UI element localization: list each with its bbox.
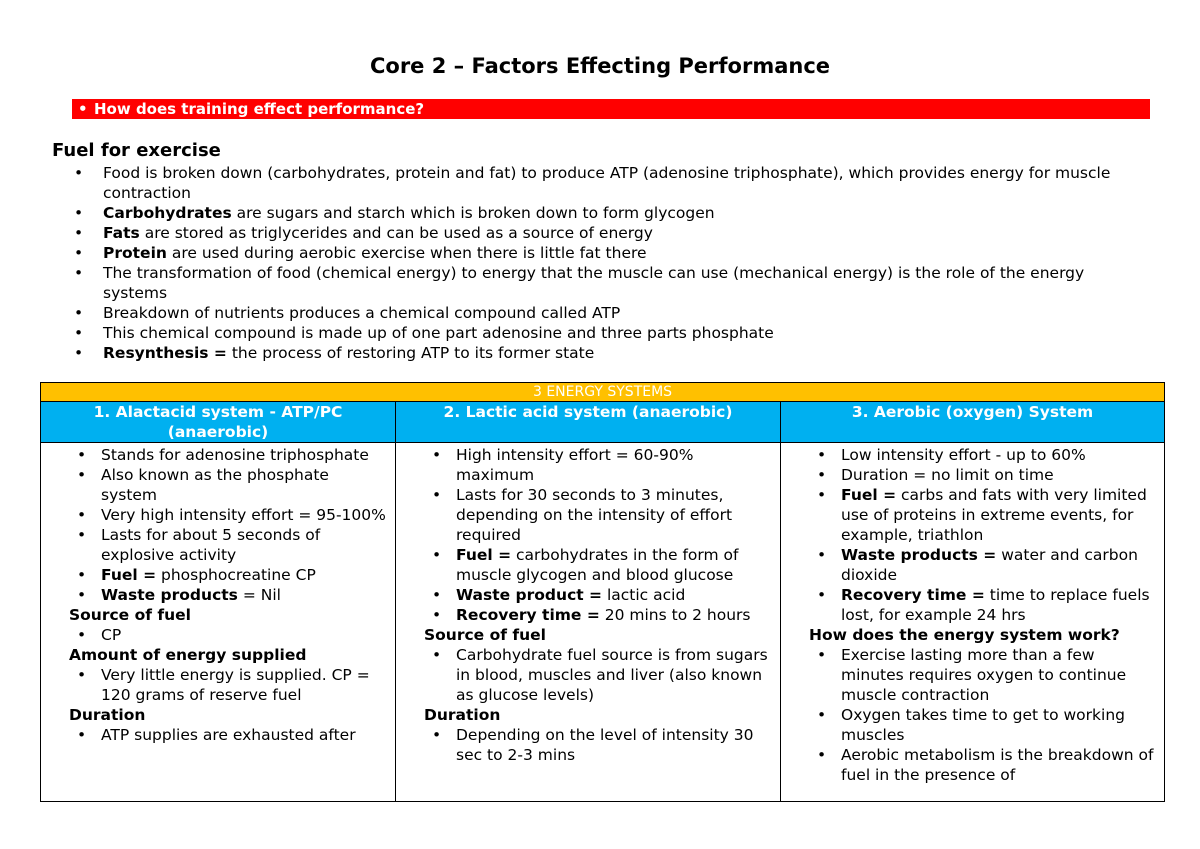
item-text: water and carbon dioxide <box>841 546 1138 584</box>
item-text: Depending on the level of intensity 30 sec to 2-3 mins <box>456 726 754 764</box>
list-item <box>809 645 1158 705</box>
item-text: the process of restoring ATP to its former state <box>226 344 595 362</box>
item-text: Very little energy is supplied. CP = 120 grams of reserve fuel <box>101 666 370 704</box>
list-item <box>809 485 1158 545</box>
list-item <box>70 343 1140 363</box>
item-text: Also known as the phosphate system <box>101 466 329 504</box>
item-text: are stored as triglycerides and can be used as a source of energy <box>139 224 653 242</box>
list-item <box>70 223 1140 243</box>
item-text: High intensity effort = 60-90% maximum <box>456 446 694 484</box>
list-item <box>69 725 389 745</box>
cell-bullet-list <box>69 445 389 605</box>
item-text: Stands for adenosine triphosphate <box>101 446 369 464</box>
list-item <box>69 665 389 705</box>
list-item <box>809 585 1158 625</box>
list-item <box>424 445 774 485</box>
item-text: 20 mins to 2 hours <box>599 606 751 624</box>
item-text: CP <box>101 626 122 644</box>
bold-term: Waste products <box>101 586 238 604</box>
list-item <box>424 545 774 585</box>
column-header-alactacid: 1. Alactacid system - ATP/PC (anaerobic) <box>41 402 396 443</box>
item-text: Very high intensity effort = 95-100% <box>101 506 386 524</box>
question-banner <box>72 99 1150 119</box>
list-item <box>809 545 1158 585</box>
item-text: carbohydrates in the form of muscle glycogen and blood glucose <box>456 546 739 584</box>
bold-term: Fuel = <box>101 566 157 584</box>
list-item <box>69 445 389 465</box>
cell-bullet-list <box>69 665 389 705</box>
item-text: Duration = no limit on time <box>841 466 1054 484</box>
bold-term: Protein <box>103 244 167 262</box>
cell-bullet-list <box>424 445 774 625</box>
subheading: Duration <box>69 706 146 724</box>
item-text: are used during aerobic exercise when there is little fat there <box>166 244 647 262</box>
fuel-bullet-list <box>70 163 1140 363</box>
list-item <box>809 745 1158 785</box>
bold-term: Fats <box>103 224 140 242</box>
item-text: Lasts for 30 seconds to 3 minutes, depending on the intensity of effort required <box>456 486 733 544</box>
subheading: How does the energy system work? <box>809 626 1120 644</box>
table-header: 3 ENERGY SYSTEMS <box>41 383 1165 402</box>
column-header-lactic: 2. Lactic acid system (anaerobic) <box>396 402 781 443</box>
list-item <box>69 585 389 605</box>
aerobic-cell <box>781 443 1165 802</box>
bold-term: Waste product = <box>456 586 603 604</box>
cell-bullet-list <box>809 445 1158 625</box>
subheading: Duration <box>424 706 501 724</box>
item-text: This chemical compound is made up of one part adenosine and three parts phosphate <box>103 324 774 342</box>
energy-systems-table <box>40 382 1165 802</box>
list-item <box>70 163 1140 203</box>
item-text: = Nil <box>237 586 281 604</box>
column-header-aerobic: 3. Aerobic (oxygen) System <box>781 402 1165 443</box>
list-item <box>69 465 389 505</box>
question-text: How does training effect performance? <box>94 100 425 118</box>
bold-term: Waste products = <box>841 546 997 564</box>
list-item <box>424 645 774 705</box>
subheading: Source of fuel <box>424 626 546 644</box>
list-item <box>424 585 774 605</box>
list-item <box>809 445 1158 465</box>
list-item <box>70 203 1140 223</box>
item-text: time to replace fuels lost, for example 24 hrs <box>841 586 1150 624</box>
list-item <box>809 705 1158 745</box>
cell-bullet-list <box>69 725 389 745</box>
item-text: The transformation of food (chemical energy) to energy that the muscle can use (mechanical energy) is the role of the energy systems <box>103 264 1085 302</box>
list-item <box>70 303 1140 323</box>
page-title: Core 2 – Factors Effecting Performance <box>369 54 831 78</box>
cell-bullet-list <box>424 725 774 765</box>
bold-term: Recovery time = <box>456 606 600 624</box>
list-item <box>70 263 1140 303</box>
item-text: Breakdown of nutrients produces a chemical compound called ATP <box>103 304 621 322</box>
list-item <box>69 625 389 645</box>
item-text: lactic acid <box>602 586 686 604</box>
list-item <box>809 465 1158 485</box>
item-text: Carbohydrate fuel source is from sugars in blood, muscles and liver (also known as glucose levels) <box>456 646 768 704</box>
bold-term: Carbohydrates <box>103 204 232 222</box>
item-text: Exercise lasting more than a few minutes requires oxygen to continue muscle contraction <box>841 646 1127 704</box>
lactic-cell <box>396 443 781 802</box>
list-item <box>424 605 774 625</box>
list-item <box>69 525 389 565</box>
section-title: Fuel for exercise <box>52 140 221 161</box>
bullet-icon: • <box>78 100 88 118</box>
cell-bullet-list <box>69 625 389 645</box>
item-text: Low intensity effort - up to 60% <box>841 446 1086 464</box>
cell-bullet-list <box>424 645 774 705</box>
list-item <box>424 725 774 765</box>
item-text: Food is broken down (carbohydrates, protein and fat) to produce ATP (adenosine triphosphate), which provides energy for muscle contraction <box>103 164 1111 202</box>
item-text: phosphocreatine CP <box>156 566 316 584</box>
item-text: are sugars and starch which is broken down to form glycogen <box>231 204 715 222</box>
cell-bullet-list <box>809 645 1158 785</box>
bold-term: Resynthesis = <box>103 344 227 362</box>
list-item <box>69 505 389 525</box>
alactacid-cell <box>41 443 396 802</box>
bold-term: Fuel = <box>841 486 897 504</box>
bold-term: Fuel = <box>456 546 512 564</box>
subheading: Source of fuel <box>69 606 191 624</box>
list-item <box>70 323 1140 343</box>
list-item <box>69 565 389 585</box>
item-text: Lasts for about 5 seconds of explosive activity <box>101 526 321 564</box>
bold-term: Recovery time = <box>841 586 985 604</box>
item-text: Oxygen takes time to get to working muscles <box>841 706 1125 744</box>
item-text: ATP supplies are exhausted after <box>101 726 356 744</box>
item-text: Aerobic metabolism is the breakdown of fuel in the presence of <box>841 746 1154 784</box>
subheading: Amount of energy supplied <box>69 646 307 664</box>
list-item <box>424 485 774 545</box>
list-item <box>70 243 1140 263</box>
item-text: carbs and fats with very limited use of proteins in extreme events, for example, triathlon <box>841 486 1147 544</box>
